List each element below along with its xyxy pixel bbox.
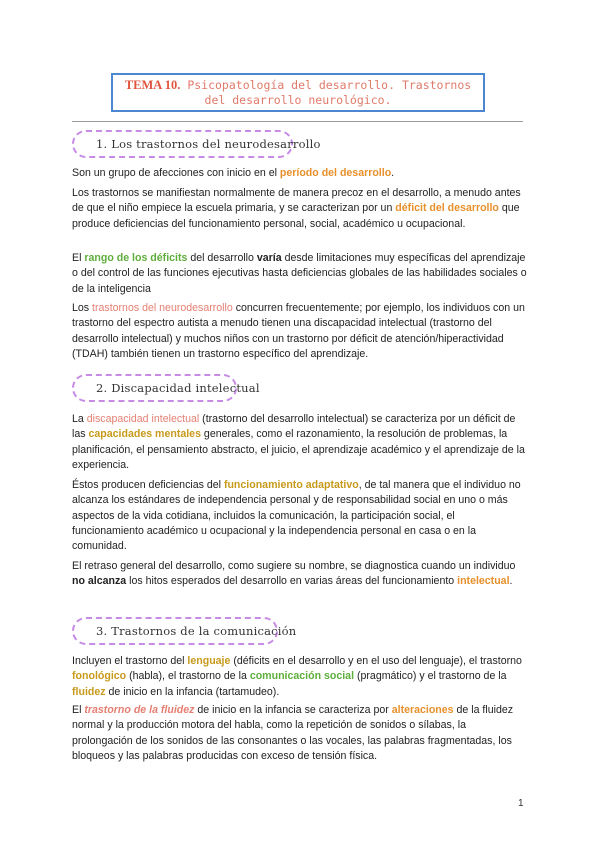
title-box: [111, 73, 485, 112]
section-heading-3: 3. Trastornos de la comunicación: [72, 617, 278, 645]
paragraph: La discapacidad intelectual (trastorno del desarrollo intelectual) se caracteriza por un déficit de las capacidades mentales generales, como el razonamiento, la resolución de problemas, la planificación, el pensamiento abstracto, el juicio, el aprendizaje académico y el aprendizaje de la experiencia.: [72, 413, 525, 471]
paragraph: El rango de los déficits del desarrollo varía desde limitaciones muy específicas del aprendizaje o del control de las funciones ejecutivas hasta deficiencias globales de las habilidades sociales o de la inteligencia: [72, 252, 527, 295]
divider: [72, 121, 523, 122]
paragraph: Los trastornos se manifiestan normalmente de manera precoz en el desarrollo, a menudo antes de que el niño empiece la escuela primaria, y se caracterizan por un déficit del desarrollo que produce deficiencias del funcionamiento personal, social, académico u ocupacional.: [72, 187, 521, 230]
paragraph: Éstos producen deficiencias del funcionamiento adaptativo, de tal manera que el individuo no alcanza los estándares de independencia personal y de responsabilidad social en uno o más aspectos de la vida cotidiana, incluidos la comunicación, la participación social, el funcionamiento académico u ocupacional y la independencia personal en casa o en la comunidad.: [72, 479, 521, 553]
paragraph: El retraso general del desarrollo, como sugiere su nombre, se diagnostica cuando un individuo no alcanza los hitos esperados del desarrollo en varias áreas del funcionamiento intelectual.: [72, 560, 516, 588]
paragraph: Incluyen el trastorno del lenguaje (déficits en el desarrollo y en el uso del lenguaje), el trastorno fonológico (habla), el trastorno de la comunicación social (pragmático) y el trastorno de la fluidez de inicio en la infancia (tartamudeo).: [72, 655, 522, 698]
page-number: 1: [518, 798, 524, 809]
paragraph: Los trastornos del neurodesarrollo concurren frecuentemente; por ejemplo, los individuos con un trastorno del espectro autista a menudo tienen una discapacidad intelectual (trastorno del desarrollo intelectual) y muchos niños con un trastorno por déficit de atención/hiperactividad (TDAH) también tienen un trastorno específico del aprendizaje.: [72, 302, 525, 360]
section-heading-1: 1. Los trastornos del neurodesarrollo: [72, 130, 293, 158]
paragraph: Son un grupo de afecciones con inicio en el período del desarrollo.: [72, 167, 395, 179]
paragraph: El trastorno de la fluidez de inicio en la infancia se caracteriza por alteraciones de la fluidez normal y la producción motora del habla, como la repetición de sonidos o sílabas, la prolongación de los sonidos de las consonantes o las vocales, las palabras fragmentadas, los bloqueos y las palabras producidas con exceso de tensión física.: [72, 704, 514, 762]
section-heading-2: 2. Discapacidad intelectual: [72, 374, 237, 402]
title-label: TEMA 10.: [124, 78, 181, 92]
title-text: Psicopatología del desarrollo. Trastornos del desarrollo neurológico.: [187, 78, 472, 107]
